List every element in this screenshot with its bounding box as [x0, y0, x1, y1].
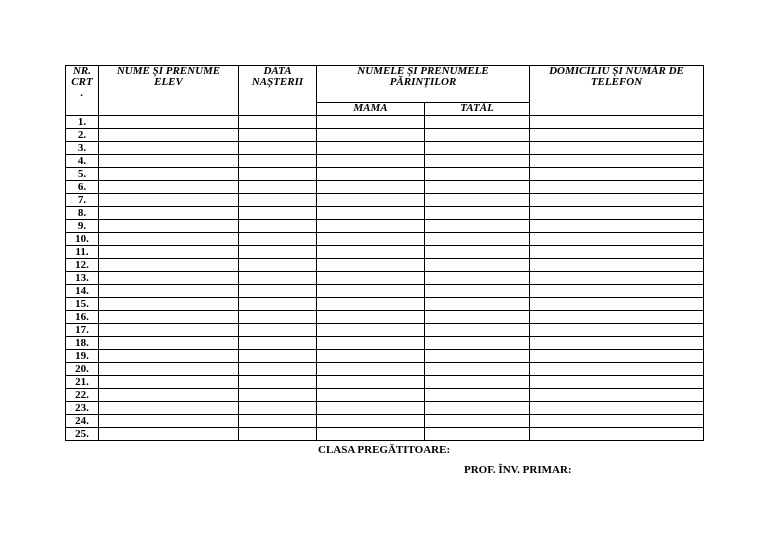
- table-row: [66, 285, 704, 298]
- tata-cell[interactable]: [425, 324, 530, 337]
- header-nume-elev: [99, 66, 239, 116]
- row-number: 21.: [66, 376, 99, 389]
- domiciliu-cell[interactable]: [530, 168, 704, 181]
- clasa-label: CLASA PREGĂTITOARE:: [318, 444, 451, 456]
- nume-cell[interactable]: [99, 142, 239, 155]
- table-row: [66, 129, 704, 142]
- data-cell[interactable]: [239, 389, 317, 402]
- header-domiciliu-label: DOMICILIU ȘI NUMĂR DE TELEFON: [549, 65, 684, 88]
- tata-cell[interactable]: [425, 142, 530, 155]
- mama-cell[interactable]: [317, 402, 425, 415]
- row-number: 18.: [66, 337, 99, 350]
- tata-cell[interactable]: [425, 246, 530, 259]
- mama-cell[interactable]: [317, 155, 425, 168]
- data-cell[interactable]: [239, 402, 317, 415]
- domiciliu-cell[interactable]: [530, 220, 704, 233]
- row-number: 20.: [66, 363, 99, 376]
- header-mama: MAMA: [317, 103, 425, 116]
- domiciliu-cell[interactable]: [530, 142, 704, 155]
- domiciliu-cell[interactable]: [530, 129, 704, 142]
- nume-cell[interactable]: [99, 402, 239, 415]
- data-cell[interactable]: [239, 376, 317, 389]
- table-row: [66, 116, 704, 129]
- mama-cell[interactable]: [317, 207, 425, 220]
- mama-cell[interactable]: [317, 298, 425, 311]
- row-number: 7.: [66, 194, 99, 207]
- table-row: [66, 337, 704, 350]
- row-number: 4.: [66, 155, 99, 168]
- tata-cell[interactable]: [425, 259, 530, 272]
- nume-cell[interactable]: [99, 298, 239, 311]
- nume-cell[interactable]: [99, 207, 239, 220]
- tata-cell[interactable]: [425, 272, 530, 285]
- nume-cell[interactable]: [99, 220, 239, 233]
- data-cell[interactable]: [239, 285, 317, 298]
- data-cell[interactable]: [239, 116, 317, 129]
- tata-cell[interactable]: [425, 233, 530, 246]
- data-cell[interactable]: [239, 259, 317, 272]
- mama-cell[interactable]: [317, 233, 425, 246]
- mama-cell[interactable]: [317, 220, 425, 233]
- nume-cell[interactable]: [99, 194, 239, 207]
- table-row: [66, 155, 704, 168]
- tata-cell[interactable]: [425, 337, 530, 350]
- row-number: 15.: [66, 298, 99, 311]
- row-number: 11.: [66, 246, 99, 259]
- domiciliu-cell[interactable]: [530, 376, 704, 389]
- table-row: [66, 142, 704, 155]
- mama-cell[interactable]: [317, 168, 425, 181]
- domiciliu-cell[interactable]: [530, 272, 704, 285]
- tata-cell[interactable]: [425, 285, 530, 298]
- table-row: [66, 194, 704, 207]
- row-number: 23.: [66, 402, 99, 415]
- row-number: 9.: [66, 220, 99, 233]
- domiciliu-cell[interactable]: [530, 233, 704, 246]
- data-cell[interactable]: [239, 298, 317, 311]
- data-cell[interactable]: [239, 337, 317, 350]
- data-cell[interactable]: [239, 233, 317, 246]
- table-row: [66, 415, 704, 428]
- data-cell[interactable]: [239, 155, 317, 168]
- table-row: [66, 402, 704, 415]
- table-row: [66, 181, 704, 194]
- nume-cell[interactable]: [99, 363, 239, 376]
- data-cell[interactable]: [239, 415, 317, 428]
- data-cell[interactable]: [239, 129, 317, 142]
- nume-cell[interactable]: [99, 337, 239, 350]
- table-body: [66, 116, 704, 441]
- table-row: [66, 389, 704, 402]
- row-number: 14.: [66, 285, 99, 298]
- domiciliu-cell[interactable]: [530, 194, 704, 207]
- tata-cell[interactable]: [425, 155, 530, 168]
- nume-cell[interactable]: [99, 324, 239, 337]
- row-number: 8.: [66, 207, 99, 220]
- nume-cell[interactable]: [99, 376, 239, 389]
- nume-cell[interactable]: [99, 389, 239, 402]
- mama-cell[interactable]: [317, 350, 425, 363]
- row-number: 10.: [66, 233, 99, 246]
- nume-cell[interactable]: [99, 285, 239, 298]
- table-row: [66, 350, 704, 363]
- tata-cell[interactable]: [425, 116, 530, 129]
- header-tata: TATĂL: [425, 103, 530, 116]
- row-number: 22.: [66, 389, 99, 402]
- mama-cell[interactable]: [317, 181, 425, 194]
- data-cell[interactable]: [239, 207, 317, 220]
- data-cell[interactable]: [239, 428, 317, 441]
- row-number: 24.: [66, 415, 99, 428]
- table-row: [66, 220, 704, 233]
- mama-cell[interactable]: [317, 337, 425, 350]
- nume-cell[interactable]: [99, 415, 239, 428]
- data-cell[interactable]: [239, 181, 317, 194]
- tata-cell[interactable]: [425, 168, 530, 181]
- table-row: [66, 207, 704, 220]
- domiciliu-cell[interactable]: [530, 402, 704, 415]
- tata-cell[interactable]: [425, 350, 530, 363]
- table-row: [66, 246, 704, 259]
- row-number: 13.: [66, 272, 99, 285]
- data-cell[interactable]: [239, 324, 317, 337]
- nume-cell[interactable]: [99, 181, 239, 194]
- domiciliu-cell[interactable]: [530, 337, 704, 350]
- nume-cell[interactable]: [99, 233, 239, 246]
- header-parinti: [317, 66, 530, 103]
- data-cell[interactable]: [239, 220, 317, 233]
- table-row: [66, 428, 704, 441]
- table-row: [66, 311, 704, 324]
- row-number: 6.: [66, 181, 99, 194]
- nume-cell[interactable]: [99, 116, 239, 129]
- nume-cell[interactable]: [99, 259, 239, 272]
- data-cell[interactable]: [239, 363, 317, 376]
- data-cell[interactable]: [239, 350, 317, 363]
- mama-cell[interactable]: [317, 194, 425, 207]
- tata-cell[interactable]: [425, 207, 530, 220]
- row-number: 17.: [66, 324, 99, 337]
- student-register-table: [65, 65, 704, 441]
- tata-cell[interactable]: [425, 389, 530, 402]
- data-cell[interactable]: [239, 194, 317, 207]
- nume-cell[interactable]: [99, 155, 239, 168]
- header-nr-crt-label: NR. CRT: [71, 65, 93, 88]
- row-number: 3.: [66, 142, 99, 155]
- domiciliu-cell[interactable]: [530, 155, 704, 168]
- header-data-nasterii-label: DATA NAȘTERII: [251, 65, 304, 88]
- mama-cell[interactable]: [317, 415, 425, 428]
- domiciliu-cell[interactable]: [530, 428, 704, 441]
- mama-cell[interactable]: [317, 389, 425, 402]
- mama-cell[interactable]: [317, 363, 425, 376]
- tata-cell[interactable]: [425, 311, 530, 324]
- data-cell[interactable]: [239, 272, 317, 285]
- header-nr-crt-dot: .: [80, 87, 84, 99]
- domiciliu-cell[interactable]: [530, 207, 704, 220]
- row-number: 5.: [66, 168, 99, 181]
- table-row: [66, 298, 704, 311]
- mama-cell[interactable]: [317, 311, 425, 324]
- table-row: [66, 324, 704, 337]
- tata-cell[interactable]: [425, 129, 530, 142]
- table-row: [66, 272, 704, 285]
- nume-cell[interactable]: [99, 129, 239, 142]
- row-number: 16.: [66, 311, 99, 324]
- tata-cell[interactable]: [425, 181, 530, 194]
- row-number: 1.: [66, 116, 99, 129]
- mama-cell[interactable]: [317, 272, 425, 285]
- tata-cell[interactable]: [425, 363, 530, 376]
- mama-cell[interactable]: [317, 246, 425, 259]
- header-parinti-label: NUMELE ȘI PRENUMELE PĂRINȚILOR: [357, 65, 489, 88]
- domiciliu-cell[interactable]: [530, 324, 704, 337]
- tata-cell[interactable]: [425, 194, 530, 207]
- nume-cell[interactable]: [99, 350, 239, 363]
- header-domiciliu: [530, 66, 704, 116]
- mama-cell[interactable]: [317, 324, 425, 337]
- domiciliu-cell[interactable]: [530, 311, 704, 324]
- mama-cell[interactable]: [317, 129, 425, 142]
- row-number: 25.: [66, 428, 99, 441]
- domiciliu-cell[interactable]: [530, 246, 704, 259]
- domiciliu-cell[interactable]: [530, 415, 704, 428]
- nume-cell[interactable]: [99, 311, 239, 324]
- mama-cell[interactable]: [317, 142, 425, 155]
- tata-cell[interactable]: [425, 220, 530, 233]
- data-cell[interactable]: [239, 311, 317, 324]
- table-row: [66, 233, 704, 246]
- mama-cell[interactable]: [317, 116, 425, 129]
- tata-cell[interactable]: [425, 415, 530, 428]
- tata-cell[interactable]: [425, 298, 530, 311]
- mama-cell[interactable]: [317, 428, 425, 441]
- row-number: 19.: [66, 350, 99, 363]
- data-cell[interactable]: [239, 168, 317, 181]
- nume-cell[interactable]: [99, 272, 239, 285]
- domiciliu-cell[interactable]: [530, 363, 704, 376]
- mama-cell[interactable]: [317, 259, 425, 272]
- header-data-nasterii: [239, 66, 317, 116]
- header-nume-elev-label: NUME ȘI PRENUME ELEV: [116, 65, 221, 88]
- domiciliu-cell[interactable]: [530, 389, 704, 402]
- tata-cell[interactable]: [425, 376, 530, 389]
- prof-label: PROF. ÎNV. PRIMAR:: [464, 464, 572, 476]
- data-cell[interactable]: [239, 246, 317, 259]
- nume-cell[interactable]: [99, 168, 239, 181]
- row-number: 12.: [66, 259, 99, 272]
- tata-cell[interactable]: [425, 428, 530, 441]
- tata-cell[interactable]: [425, 402, 530, 415]
- data-cell[interactable]: [239, 142, 317, 155]
- table-row: [66, 168, 704, 181]
- table-row: [66, 376, 704, 389]
- header-nr-crt: [66, 66, 99, 116]
- domiciliu-cell[interactable]: [530, 116, 704, 129]
- domiciliu-cell[interactable]: [530, 181, 704, 194]
- table-row: [66, 363, 704, 376]
- mama-cell[interactable]: [317, 285, 425, 298]
- table-row: [66, 259, 704, 272]
- nume-cell[interactable]: [99, 246, 239, 259]
- row-number: 2.: [66, 129, 99, 142]
- domiciliu-cell[interactable]: [530, 285, 704, 298]
- domiciliu-cell[interactable]: [530, 350, 704, 363]
- mama-cell[interactable]: [317, 376, 425, 389]
- domiciliu-cell[interactable]: [530, 259, 704, 272]
- nume-cell[interactable]: [99, 428, 239, 441]
- domiciliu-cell[interactable]: [530, 298, 704, 311]
